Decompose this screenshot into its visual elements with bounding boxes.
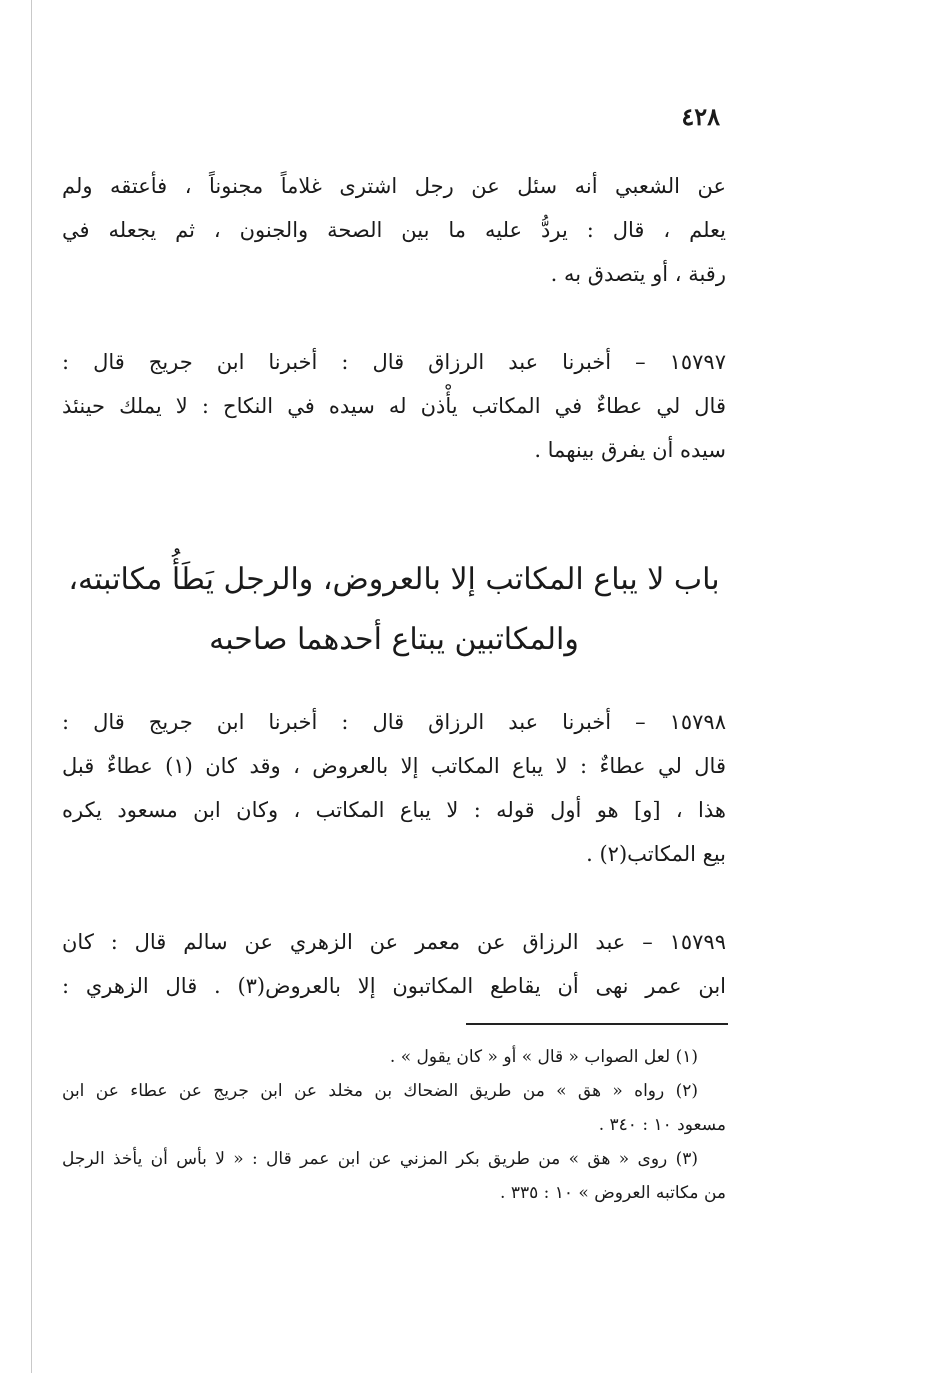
text-line: يعلم ، قال : يردُّ عليه ما بين الصحة والجنون ، ثم يجعله في <box>62 218 726 242</box>
footnote-2-continued: مسعود ١٠ : ٣٤٠ . <box>598 1115 726 1135</box>
text-line: بيع المكاتب(٢) . <box>586 842 726 866</box>
hadith-15798 <box>62 700 726 876</box>
footnote-divider <box>466 1023 728 1025</box>
page-gutter-line <box>31 0 32 1373</box>
text-line: ١٥٧٩٨ – أخبرنا عبد الرزاق قال : أخبرنا ابن جريج قال : <box>62 710 726 734</box>
text-line: ابن عمر نهى أن يقاطع المكاتبون إلا بالعروض(٣) . قال الزهري : <box>62 974 726 998</box>
footnotes <box>62 1040 726 1210</box>
footnote-3-continued: من مكاتبه العروض » ١٠ : ٣٣٥ . <box>500 1183 726 1203</box>
text-line: رقبة ، أو يتصدق به . <box>550 262 726 286</box>
text-line: قال لي عطاءٌ في المكاتب يأْذن له سيده في النكاح : لا يملك حينئذ <box>62 394 726 418</box>
paragraph-intro <box>62 164 726 296</box>
chapter-heading <box>62 550 726 670</box>
page-number: ٤٢٨ <box>681 102 720 131</box>
chapter-heading-line: والمكاتبين يبتاع أحدهما صاحبه <box>209 622 579 657</box>
text-line: ١٥٧٩٩ – عبد الرزاق عن معمر عن الزهري عن سالم قال : كان <box>62 930 726 954</box>
text-line: ١٥٧٩٧ – أخبرنا عبد الرزاق قال : أخبرنا ابن جريج قال : <box>62 350 726 374</box>
text-line: سيده أن يفرق بينهما . <box>534 438 726 462</box>
footnote-3: (٣) روى « هق » من طريق بكر المزني عن ابن عمر قال : « لا بأس أن يأخذ الرجل <box>62 1149 698 1169</box>
text-line: عن الشعبي أنه سئل عن رجل اشترى غلاماً مجنوناً ، فأعتقه ولم <box>62 174 726 198</box>
text-line: هذا ، [و] هو أول قوله : لا يباع المكاتب ، وكان ابن مسعود يكره <box>62 798 726 822</box>
footnote-2: (٢) رواه « هق » من طريق الضحاك بن مخلد عن ابن جريج عن عطاء عن ابن <box>62 1081 698 1101</box>
text-line: قال لي عطاءٌ : لا يباع المكاتب إلا بالعروض ، وقد كان (١) عطاءٌ قبل <box>62 754 726 778</box>
hadith-15799 <box>62 920 726 1008</box>
footnote-1: (١) لعل الصواب « قال » أو « كان يقول » . <box>389 1047 698 1067</box>
hadith-15797 <box>62 340 726 472</box>
chapter-heading-line: باب لا يباع المكاتب إلا بالعروض، والرجل يَطَأُ مكاتبته، <box>68 562 720 597</box>
